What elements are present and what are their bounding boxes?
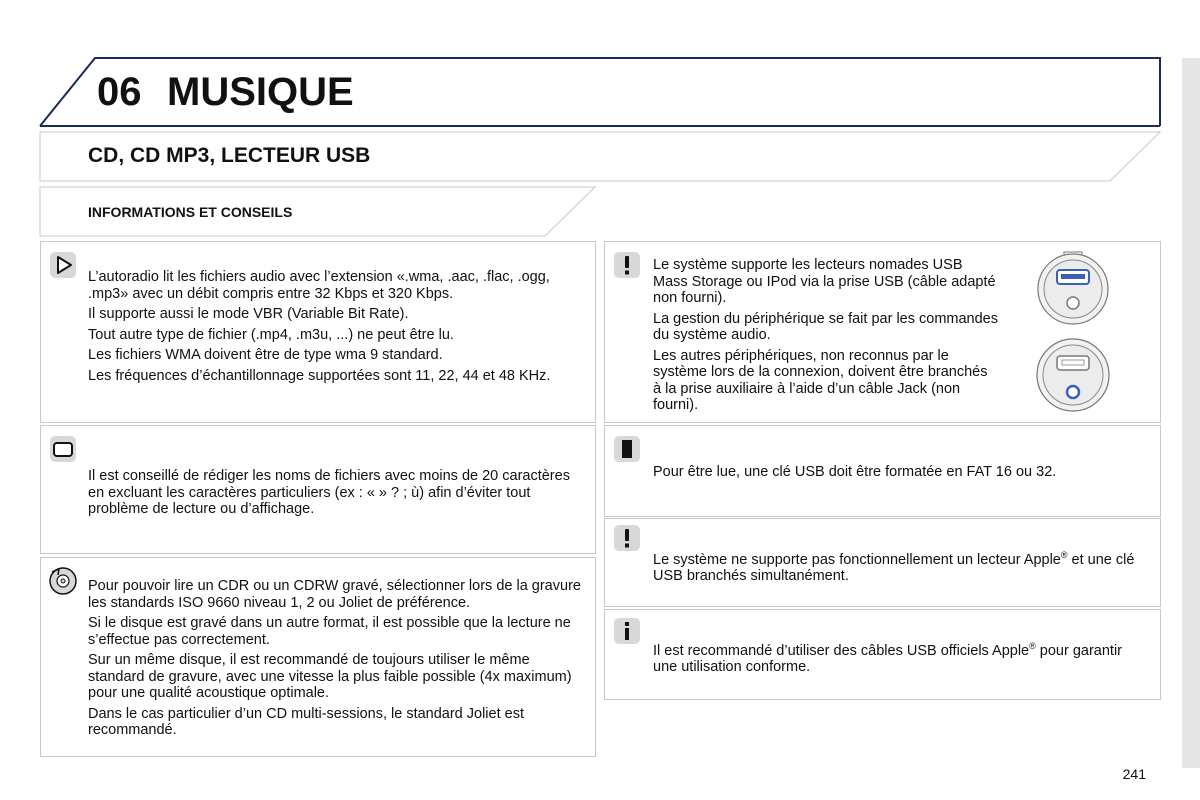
paragraph: Dans le cas particulier d’un CD multi-sessions, le standard Joliet est recommandé. xyxy=(88,705,524,738)
paragraph xyxy=(653,547,1143,585)
paragraph: Pour pouvoir lire un CDR ou un CDRW gravé, sélectionner lors de la gravure les standards ISO 9660 niveau 1, 2 ou Joliet de préférence. xyxy=(88,578,581,611)
paragraph: Sur un même disque, il est recommandé de toujours utiliser le même standard de gravure, avec une vitesse la plus faible possible (4x maximum) pour une qualité acoustique optimale. xyxy=(88,652,572,701)
paragraph: Il supporte aussi le mode VBR (Variable Bit Rate). xyxy=(88,306,409,322)
paragraph: L’autoradio lit les fichiers audio avec l’extension «.wma, .aac, .flac, .ogg, .mp3» avec un débit compris entre 32 Kbps et 320 Kbps. xyxy=(88,269,550,302)
info-text xyxy=(653,638,1143,680)
jack-port-illustration xyxy=(1034,334,1112,416)
exclamation-icon xyxy=(614,525,640,551)
text-part: Il est recommandé d’utiliser des câbles USB officiels Apple xyxy=(653,642,1030,659)
info-box-audio-formats xyxy=(40,241,596,423)
paragraph: Pour être lue, une clé USB doit être formatée en FAT 16 ou 32. xyxy=(653,464,1057,480)
info-box-usb-format xyxy=(604,425,1161,517)
page-number: 241 xyxy=(1122,766,1146,782)
text-part: pour garantir une utilisation conforme. xyxy=(653,642,1122,676)
info-text xyxy=(653,547,1143,589)
play-triangle-icon xyxy=(50,252,76,278)
usb-key-icon xyxy=(614,436,640,462)
usb-port-illustration xyxy=(1034,248,1112,326)
info-text xyxy=(88,269,578,388)
text-part: Le système ne supporte pas fonctionnellement un lecteur Apple xyxy=(653,551,1061,568)
paragraph: Le système supporte les lecteurs nomades USB Mass Storage ou IPod via la prise USB (câble adapté non fourni). xyxy=(653,257,996,306)
info-box-cd-burning xyxy=(40,557,596,757)
section-title: INFORMATIONS ET CONSEILS xyxy=(88,204,293,220)
paragraph: Si le disque est gravé dans un autre format, il est possible que la lecture ne s’effectue pas correctement. xyxy=(88,615,571,648)
info-text xyxy=(653,464,1143,485)
info-text xyxy=(88,578,584,743)
paragraph: Tout autre type de fichier (.mp4, .m3u, ...) ne peut être lu. xyxy=(88,326,454,343)
paragraph: Il est conseillé de rédiger les noms de fichiers avec moins de 20 caractères en excluant les caractères particuliers (ex : « » ? ; ù) afin d’éviter tout problème de lecture ou d’affichage. xyxy=(88,468,570,517)
chapter-title: MUSIQUE xyxy=(167,70,354,114)
info-box-usb-devices xyxy=(604,241,1161,423)
paragraph: Les fréquences d’échantillonnage supportées sont 11, 22, 44 et 48 KHz. xyxy=(88,367,551,384)
page-subtitle: CD, CD MP3, LECTEUR USB xyxy=(88,144,371,167)
paragraph: Les autres périphériques, non reconnus par le système lors de la connexion, doivent être branchés à la prise auxiliaire à l’aide d’un câble Jack (non fourni). xyxy=(653,347,988,413)
paragraph: La gestion du périphérique se fait par les commandes du système audio. xyxy=(653,310,998,343)
info-icon xyxy=(614,618,640,644)
info-box-apple-cables xyxy=(604,609,1161,700)
info-text xyxy=(88,468,578,522)
rounded-square-icon xyxy=(50,436,76,462)
text-part: et une clé USB branchés simultanément. xyxy=(653,551,1135,585)
page-edge-tab xyxy=(1182,58,1200,768)
paragraph xyxy=(653,638,1143,676)
paragraph: Les fichiers WMA doivent être de type wma 9 standard. xyxy=(88,347,443,363)
disc-icon xyxy=(48,566,78,596)
info-box-apple-usb xyxy=(604,518,1161,607)
chapter-number: 06 xyxy=(97,70,142,114)
registered-mark: ® xyxy=(1060,550,1068,560)
exclamation-icon xyxy=(614,252,640,278)
registered-mark: ® xyxy=(1029,641,1036,651)
info-box-filenames xyxy=(40,425,596,554)
info-text xyxy=(653,257,998,418)
